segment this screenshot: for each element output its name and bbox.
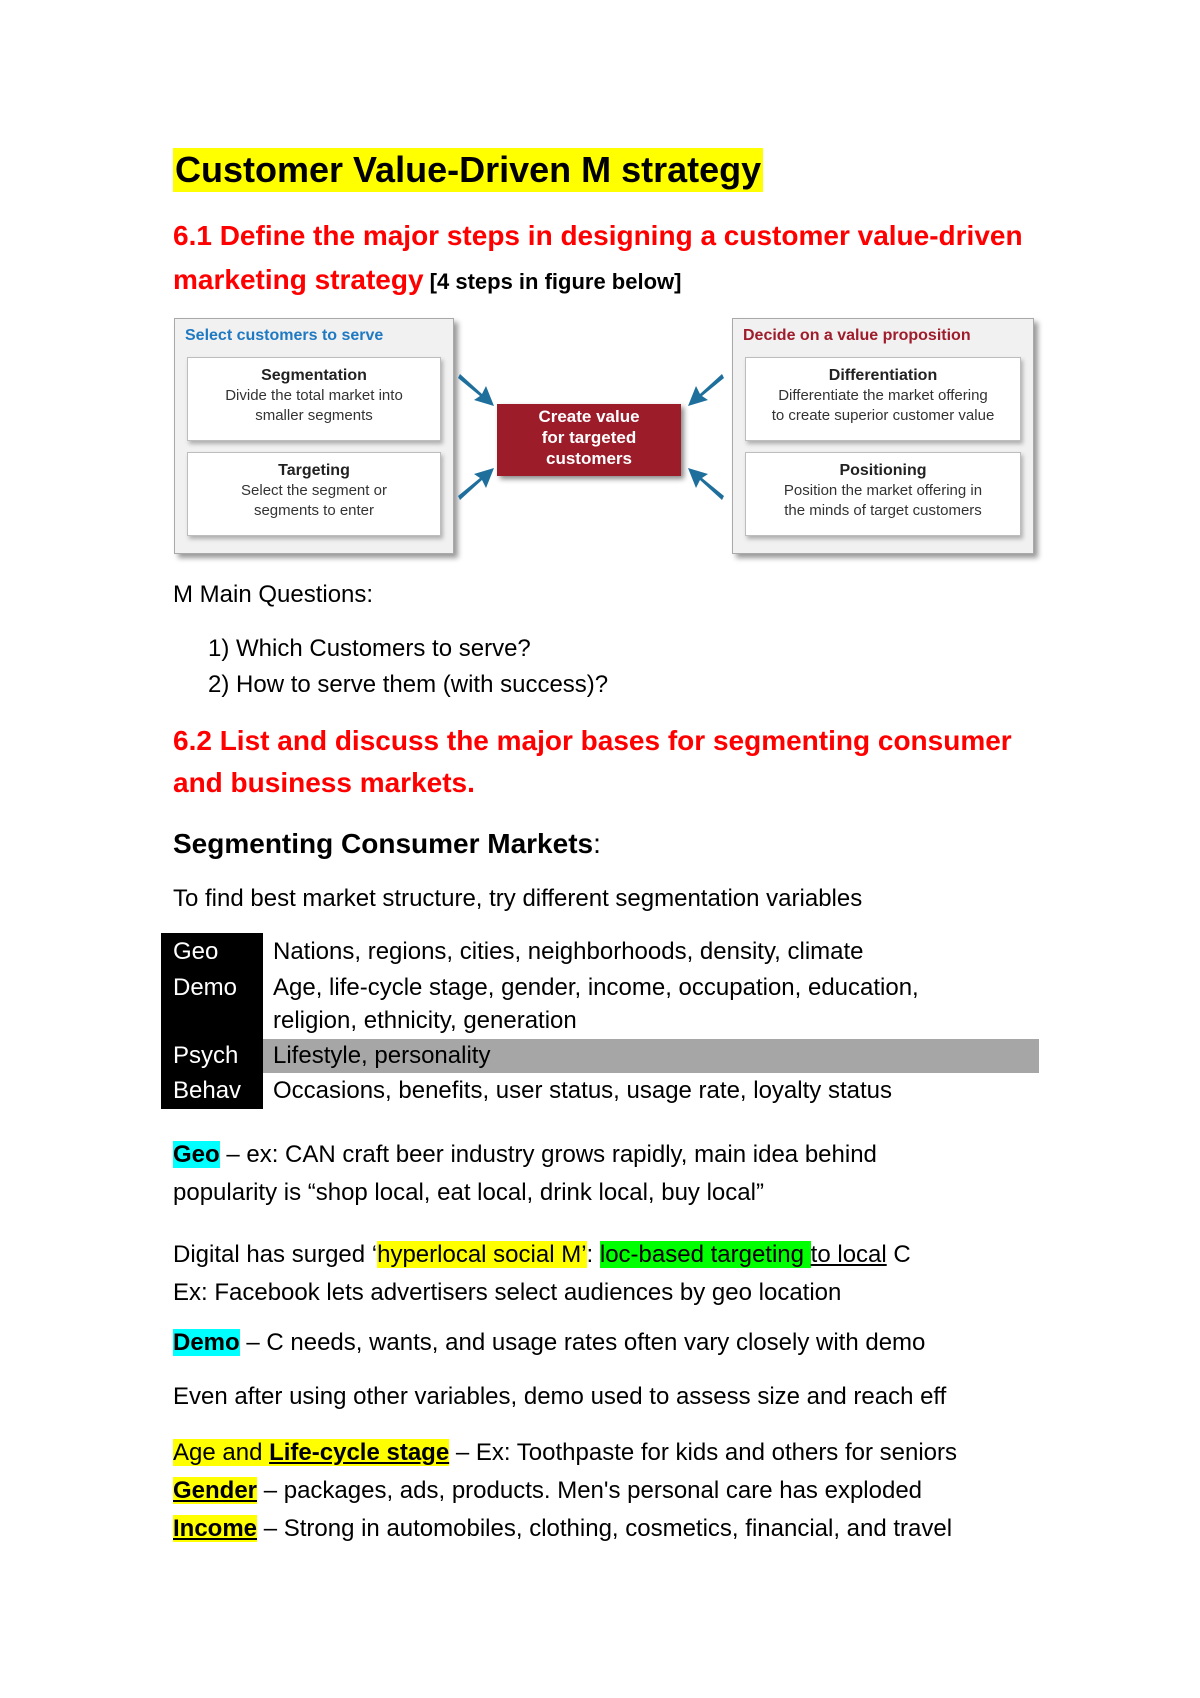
demo-text: – C needs, wants, and usage rates often vary closely with demo (239, 1329, 926, 1356)
digital-pre: Digital has surged ‘ (173, 1241, 378, 1268)
segmenting-heading (173, 826, 601, 862)
age-rest: – Ex: Toothpaste for kids and others for seniors (449, 1439, 958, 1466)
page-title: Customer Value-Driven M strategy (175, 149, 762, 190)
geo-text-1: – ex: CAN craft beer industry grows rapidly, main idea behind (219, 1141, 877, 1168)
loc-based-highlight: loc-based targeting (599, 1241, 811, 1268)
even-after-paragraph: Even after using other variables, demo used to assess size and reach eff (173, 1383, 947, 1410)
section-6-1-heading-red: marketing strategy (173, 264, 424, 295)
geo-text-2: popularity is “shop local, eat local, drink local, buy local” (173, 1179, 764, 1206)
strategy-figure (174, 318, 1042, 558)
value-proposition-title: Decide on a value proposition (743, 327, 971, 344)
segmentation-variables-table (161, 933, 1041, 1113)
age-line (173, 1434, 957, 1472)
positioning-line1: Position the market offering in (783, 482, 983, 499)
digital-paragraph (173, 1236, 911, 1312)
differentiation-title: Differentiation (828, 367, 938, 384)
segmenting-heading-colon: : (593, 828, 601, 859)
gender-rest: – packages, ads, products. Men's personal care has exploded (257, 1477, 923, 1504)
arrow-differentiation-icon (682, 366, 726, 410)
main-questions-label: M Main Questions: (173, 581, 374, 608)
income-label: Income (173, 1515, 258, 1542)
create-value-box (497, 404, 681, 476)
segmentation-box (187, 357, 441, 441)
arrow-positioning-icon (682, 464, 726, 508)
segmentation-line2: smaller segments (255, 407, 373, 424)
segmentation-line1: Divide the total market into (225, 387, 403, 404)
age-and: Age and (173, 1439, 270, 1466)
row-key-behav: Behav (173, 1077, 242, 1104)
select-customers-title: Select customers to serve (185, 327, 384, 344)
age-highlight (173, 1439, 449, 1466)
create-value-line3: customers (546, 449, 632, 468)
life-cycle-stage: Life-cycle stage (269, 1439, 450, 1466)
row-value-behav: Occasions, benefits, user status, usage rate, loyalty status (273, 1077, 892, 1104)
demo-paragraph (173, 1328, 925, 1358)
select-customers-panel (174, 318, 454, 554)
section-6-1-heading-line1: 6.1 Define the major steps in designing a customer value-driven (173, 220, 1023, 251)
hyperlocal-highlight: hyperlocal social M’ (377, 1241, 587, 1268)
section-6-1-heading-line2 (173, 258, 1023, 304)
demo-items (173, 1434, 957, 1548)
geo-paragraph-line1 (173, 1136, 877, 1174)
create-value-line1: Create value (538, 407, 640, 426)
targeting-title: Targeting (278, 462, 350, 479)
to-local-underline: to local (810, 1241, 887, 1268)
digital-paragraph-line1 (173, 1236, 911, 1274)
digital-mid: : (586, 1241, 600, 1268)
arrow-segmentation-icon (456, 366, 500, 410)
row-key-geo: Geo (173, 938, 219, 965)
geo-label: Geo (173, 1141, 220, 1168)
row-value-demo-cont: religion, ethnicity, generation (273, 1007, 577, 1034)
targeting-box (187, 452, 441, 536)
section-6-1-heading-note: [4 steps in figure below] (423, 269, 682, 294)
segmenting-heading-text: Segmenting Consumer Markets (173, 828, 594, 859)
row-key-psych: Psych (173, 1042, 239, 1069)
geo-paragraph (173, 1136, 877, 1212)
differentiation-line2: to create superior customer value (771, 407, 995, 424)
income-rest: – Strong in automobiles, clothing, cosmetics, financial, and travel (257, 1515, 953, 1542)
positioning-title: Positioning (839, 462, 927, 479)
digital-line2: Ex: Facebook lets advertisers select audiences by geo location (173, 1279, 842, 1306)
section-6-2-heading-line2: and business markets. (173, 767, 475, 798)
targeting-line1: Select the segment or (241, 482, 387, 499)
section-6-2-heading-line1: 6.2 List and discuss the major bases for segmenting consumer (173, 725, 1012, 756)
differentiation-box (745, 357, 1021, 441)
segmentation-title: Segmentation (261, 367, 367, 384)
section-6-2-heading (173, 720, 1012, 804)
targeting-line2: segments to enter (253, 502, 375, 519)
gender-label: Gender (173, 1477, 258, 1504)
main-question-2: 2) How to serve them (with success)? (208, 671, 609, 698)
row-value-psych: Lifestyle, personality (273, 1042, 491, 1069)
row-key-demo: Demo (173, 974, 238, 1001)
main-question-1: 1) Which Customers to serve? (208, 635, 531, 662)
differentiation-line1: Differentiate the market offering (778, 387, 988, 404)
segmenting-intro: To find best market structure, try different segmentation variables (173, 885, 863, 912)
positioning-line2: the minds of target customers (784, 502, 982, 519)
income-line (173, 1510, 957, 1548)
section-6-1-heading (173, 214, 1023, 304)
digital-post: C (886, 1241, 911, 1268)
arrow-targeting-icon (456, 464, 500, 508)
row-value-demo: Age, life-cycle stage, gender, income, occupation, education, (273, 974, 919, 1001)
row-value-geo: Nations, regions, cities, neighborhoods, density, climate (273, 938, 864, 965)
create-value-line2: for targeted (541, 428, 637, 447)
demo-label: Demo (173, 1329, 240, 1356)
positioning-box (745, 452, 1021, 536)
value-proposition-panel (732, 318, 1034, 554)
gender-line (173, 1472, 957, 1510)
